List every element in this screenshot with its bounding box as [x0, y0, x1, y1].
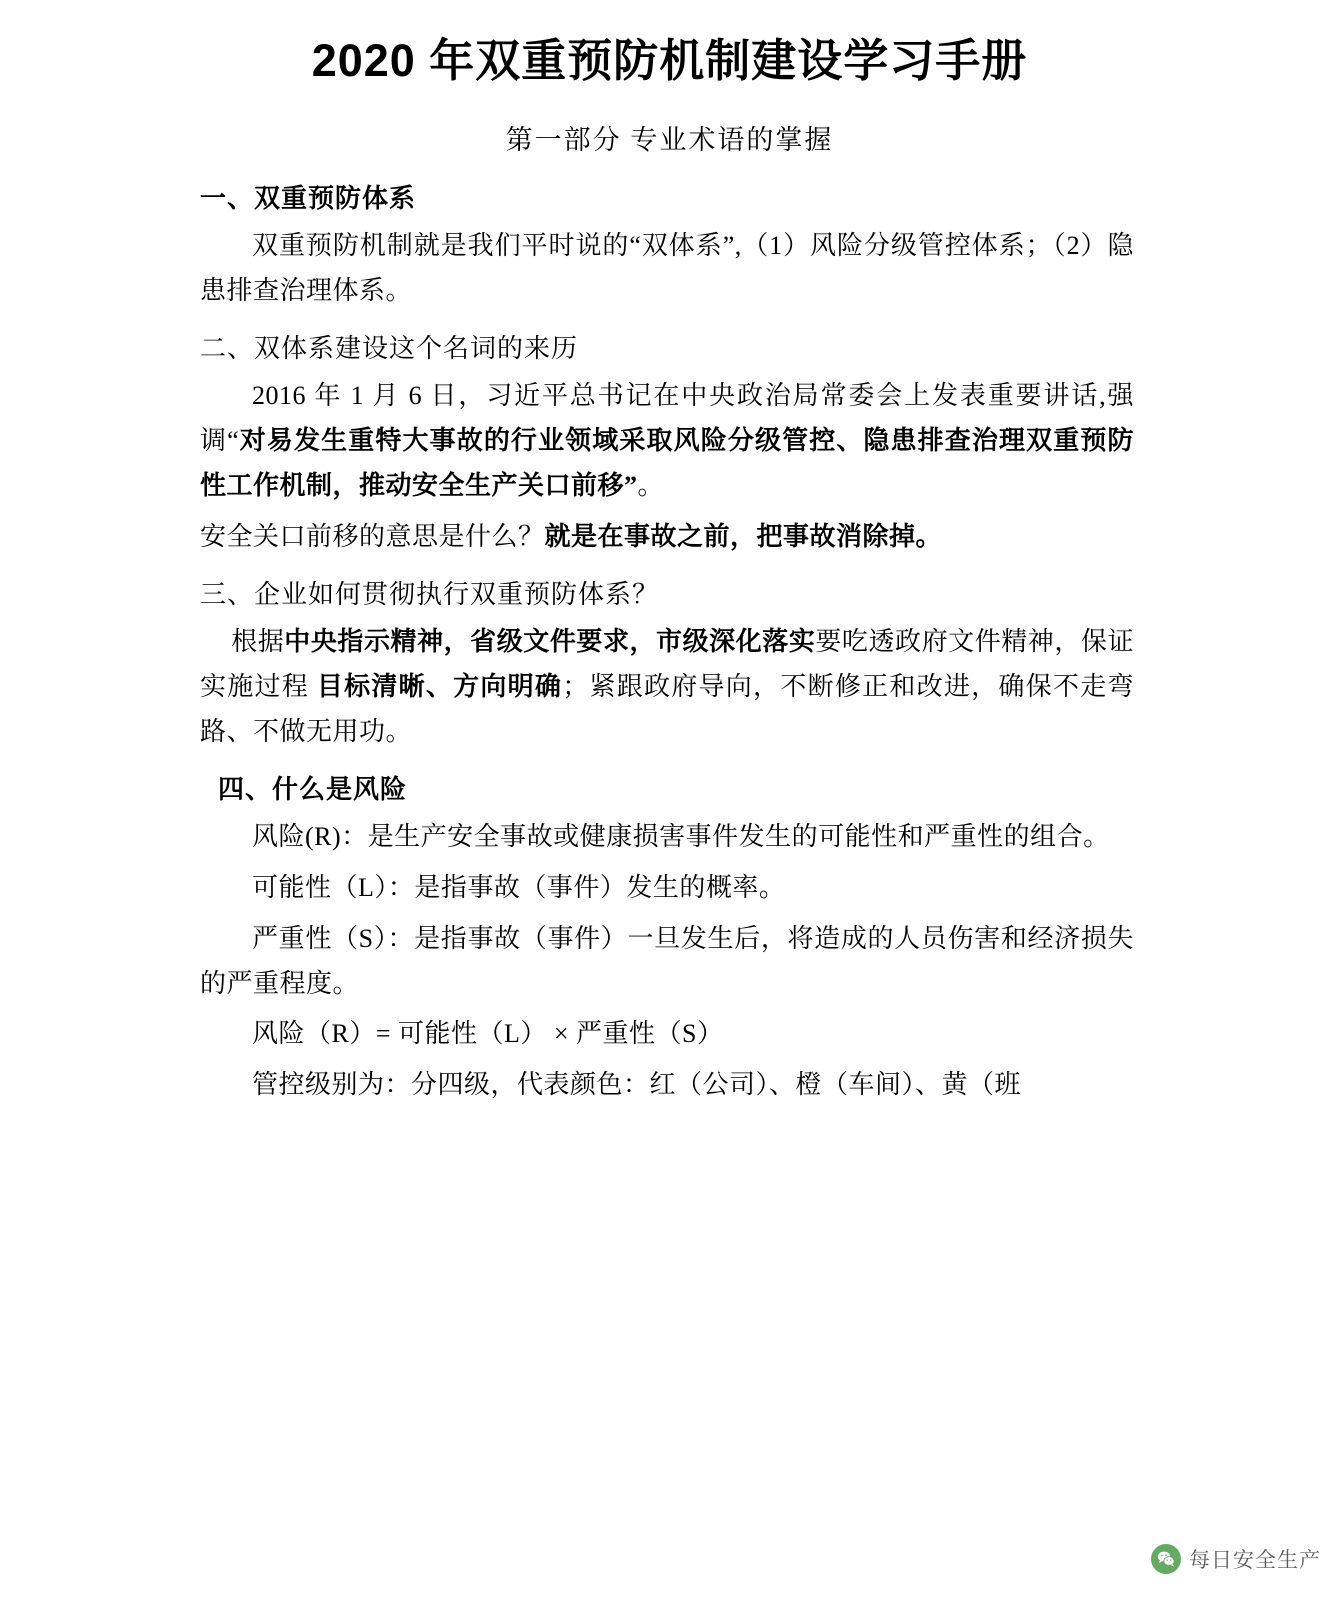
- document-body: [0, 179, 1339, 1108]
- section-4-paragraph-1: 风险(R)：是生产安全事故或健康损害事件发生的可能性和严重性的组合。: [252, 822, 1110, 852]
- section-3-text-emphasis-2: 目标清晰、方向明确: [316, 672, 563, 702]
- section-4-paragraph-4: 管控级别为：分四级，代表颜色：红（公司）、橙（车间）、黄（班: [252, 1070, 1022, 1100]
- watermark: [1151, 1544, 1321, 1574]
- section-4-paragraph-2: 可能性（L）：是指事故（事件）发生的概率。: [252, 873, 786, 903]
- section-3-text-tail: ；紧跟政府导向，不断修正和改进，确保不走弯路、不做无用功。: [200, 672, 1134, 746]
- wechat-icon: [1151, 1544, 1181, 1574]
- section-heading-2: 二、双体系建设这个名词的来历: [200, 334, 579, 364]
- section-2-question: 安全关口前移的意思是什么？: [200, 521, 545, 551]
- section-4-formula: 风险（R）= 可能性（L） × 严重性（S）: [252, 1019, 724, 1049]
- section-3-text-emphasis-1: 中央指示精神，省级文件要求，市级深化落实: [284, 627, 816, 657]
- section-2-paragraph-2: [200, 515, 1134, 560]
- section-2-paragraph: [200, 374, 1134, 508]
- section-2-answer: 就是在事故之前，把事故消除掉。: [544, 521, 943, 551]
- section-3-paragraph: [200, 620, 1134, 754]
- section-2-text-period: 。: [637, 470, 665, 500]
- watermark-label: 每日安全生产: [1189, 1549, 1321, 1572]
- document-page: [0, 34, 1339, 1618]
- document-subtitle: 第一部分 专业术语的掌握: [505, 125, 834, 155]
- section-4-paragraph-3: 严重性（S）：是指事故（事件）一旦发生后，将造成的人员伤害和经济损失的严重程度。: [200, 923, 1134, 998]
- section-heading-3: 三、企业如何贯彻执行双重预防体系？: [200, 580, 660, 610]
- section-heading-4: 四、什么是风险: [218, 775, 408, 805]
- section-2-text-quote: 对易发生重特大事故的行业领域采取风险分级管控、隐患排查治理双重预防性工作机制，推动安全生产关口前移”: [200, 426, 1134, 500]
- section-3-text-lead: 根据: [231, 627, 285, 657]
- section-heading-1: 一、双重预防体系: [200, 184, 417, 213]
- page-title: 2020 年双重预防机制建设学习手册: [311, 35, 1028, 86]
- section-3-text-mid: 要吃透政府文件精神，保证实施过程: [200, 627, 1134, 702]
- section-1-paragraph-1: 双重预防机制就是我们平时说的“双体系”,（1）风险分级管控体系；（2）隐患排查治理体系。: [200, 231, 1134, 305]
- section-2-text-lead: 2016 年 1 月 6 日，习近平总书记在中央政治局常委会上发表重要讲话,强调“: [200, 381, 1134, 456]
